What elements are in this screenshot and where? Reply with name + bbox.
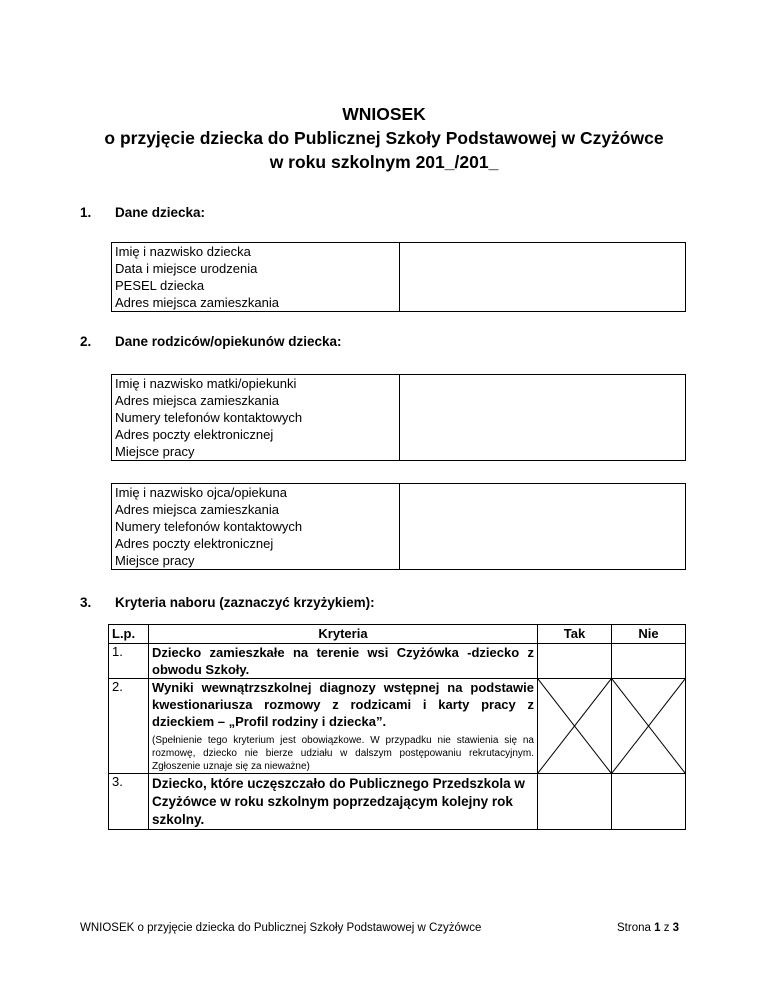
field-value[interactable] (400, 294, 686, 312)
page-word: Strona (617, 922, 651, 934)
title-line-2: o przyjęcie dziecka do Publicznej Szkoły Podstawowej w Czyżówce (104, 128, 664, 148)
field-value[interactable] (400, 501, 686, 518)
criteria-text: Dziecko, które uczęszczało do Publicznego Przedszkola w Czyżówce w roku szkolnym poprzedzającym kolejny rok szkolny. (152, 776, 525, 827)
field-value[interactable] (400, 426, 686, 443)
section-number: 1. (80, 205, 92, 220)
header-yes: Tak (538, 625, 612, 644)
row-number: 1. (109, 644, 149, 679)
field-label: Adres miejsca zamieszkania (112, 392, 400, 409)
no-checkbox-cell[interactable] (612, 774, 686, 830)
section-2-heading (80, 334, 342, 349)
field-label: Adres miejsca zamieszkania (112, 501, 400, 518)
field-value[interactable] (400, 552, 686, 570)
criteria-text-cell (149, 644, 538, 679)
criteria-text: Dziecko zamieszkałe na terenie wsi Czyżówka -dziecko z obwodu Szkoły. (152, 645, 534, 677)
section-title: Dane rodziców/opiekunów dziecka: (115, 334, 342, 349)
field-label: Adres miejsca zamieszkania (112, 294, 400, 312)
cross-out-icon (612, 679, 685, 773)
father-data-table (111, 483, 686, 570)
field-value[interactable] (400, 260, 686, 277)
header-no: Nie (612, 625, 686, 644)
title-line-1: WNIOSEK (342, 104, 426, 124)
field-label: Adres poczty elektronicznej (112, 535, 400, 552)
criteria-row-1 (109, 644, 686, 679)
field-label: Miejsce pracy (112, 443, 400, 461)
child-data-table (111, 242, 686, 312)
yes-checkbox-cell-crossed (538, 679, 612, 774)
field-label: Imię i nazwisko ojca/opiekuna (112, 484, 400, 502)
form-title (0, 102, 768, 174)
page-current: 1 (654, 922, 661, 934)
header-lp: L.p. (109, 625, 149, 644)
mother-data-table (111, 374, 686, 461)
row-number: 3. (109, 774, 149, 830)
row-number: 2. (109, 679, 149, 774)
section-number: 3. (80, 595, 92, 610)
no-checkbox-cell-crossed (612, 679, 686, 774)
section-1-heading (80, 205, 205, 220)
header-criteria: Kryteria (149, 625, 538, 644)
criteria-row-3 (109, 774, 686, 830)
yes-checkbox-cell[interactable] (538, 774, 612, 830)
yes-checkbox-cell[interactable] (538, 644, 612, 679)
criteria-table (108, 624, 686, 830)
field-label: PESEL dziecka (112, 277, 400, 294)
field-value[interactable] (400, 277, 686, 294)
field-value[interactable] (400, 518, 686, 535)
field-value[interactable] (400, 409, 686, 426)
field-label: Numery telefonów kontaktowych (112, 518, 400, 535)
criteria-text: Wyniki wewnątrzszkolnej diagnozy wstępnej na podstawie kwestionariusza rozmowy z rodzicami i karty pracy z dzieckiem – „Profil rodziny i dziecka”. (152, 680, 534, 729)
section-number: 2. (80, 334, 92, 349)
field-value[interactable] (400, 243, 686, 261)
title-line-3: w roku szkolnym 201_/201_ (269, 152, 499, 172)
field-value[interactable] (400, 392, 686, 409)
field-value[interactable] (400, 375, 686, 393)
field-value[interactable] (400, 484, 686, 502)
section-title: Kryteria naboru (zaznaczyć krzyżykiem): (115, 595, 375, 610)
page-total: 3 (672, 922, 680, 934)
criteria-note: (Spełnienie tego kryterium jest obowiązkowe. W przypadku nie stawienia się na rozmowę, dziecko nie bierze udziału w dalszym postępowaniu rekrutacyjnym. Zgłoszenie uznaje się za nieważne) (152, 735, 534, 772)
criteria-text-cell (149, 774, 538, 830)
criteria-header-row (109, 625, 686, 644)
section-3-heading (80, 595, 375, 610)
criteria-row-2 (109, 679, 686, 774)
no-checkbox-cell[interactable] (612, 644, 686, 679)
criteria-text-cell (149, 679, 538, 774)
field-label: Imię i nazwisko matki/opiekunki (112, 375, 400, 393)
field-value[interactable] (400, 535, 686, 552)
page-number (617, 922, 679, 934)
cross-out-icon (538, 679, 611, 773)
field-label: Numery telefonów kontaktowych (112, 409, 400, 426)
field-label: Data i miejsce urodzenia (112, 260, 400, 277)
section-title: Dane dziecka: (115, 205, 206, 220)
field-value[interactable] (400, 443, 686, 461)
footer-title: WNIOSEK o przyjęcie dziecka do Publicznej Szkoły Podstawowej w Czyżówce (80, 922, 482, 934)
page-of: z (663, 922, 670, 934)
field-label: Adres poczty elektronicznej (112, 426, 400, 443)
field-label: Miejsce pracy (112, 552, 400, 570)
field-label: Imię i nazwisko dziecka (112, 243, 400, 261)
